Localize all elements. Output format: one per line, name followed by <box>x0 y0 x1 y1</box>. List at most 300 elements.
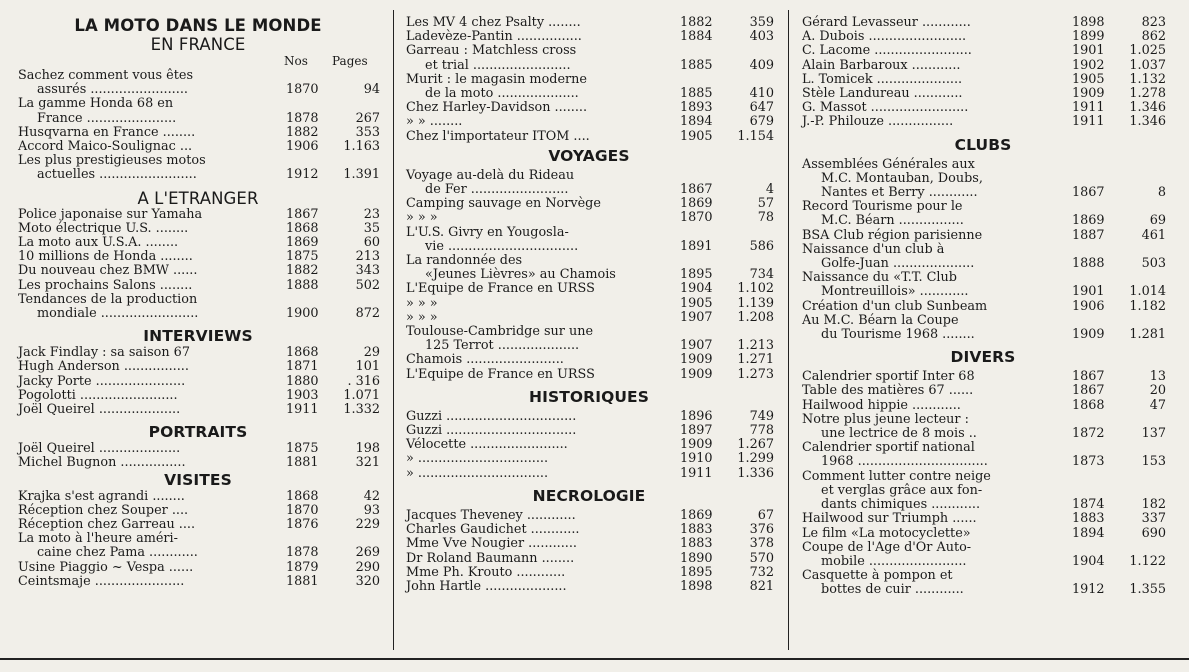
header-pages: Pages <box>332 54 368 68</box>
section-heading-a-letranger: A L'ETRANGER <box>137 188 259 208</box>
entry-title <box>16 154 286 182</box>
entry-title-line: » » » <box>406 210 438 226</box>
index-entry <box>404 523 774 537</box>
entry-page-number: 343 <box>355 263 380 279</box>
entry-title <box>800 271 1072 299</box>
entry-title <box>16 346 286 360</box>
entry-issue-number: 1888 <box>286 277 319 293</box>
index-entry <box>16 518 380 532</box>
entry-title <box>404 523 680 537</box>
entry-title <box>800 243 1072 271</box>
entry-title-line: vie ................................ <box>425 238 579 254</box>
entry-title-line: caine chez Pama ............ <box>37 545 198 561</box>
entry-title-line: Usine Piaggio ~ Vespa ...... <box>18 559 194 575</box>
index-entry <box>800 115 1166 129</box>
entry-page-number: 821 <box>749 578 774 594</box>
entry-title-line: Guzzi ................................ <box>406 408 577 424</box>
entry-title <box>404 537 680 551</box>
entry-title <box>404 101 680 115</box>
entry-title-line: La moto aux U.S.A. ........ <box>18 235 179 251</box>
index-entry <box>800 300 1166 314</box>
entry-title <box>16 518 286 532</box>
entry-title <box>404 552 680 566</box>
entry-page-number: 823 <box>1141 15 1166 30</box>
index-entry <box>404 101 774 115</box>
entry-title-line: Table des matières 67 ...... <box>802 383 974 399</box>
entry-page-number: 229 <box>355 517 380 533</box>
index-entry <box>404 537 774 551</box>
entry-page-number: 403 <box>749 29 774 45</box>
entry-title <box>404 509 680 523</box>
entries-interviews <box>16 346 380 417</box>
entry-title <box>16 222 286 236</box>
index-entry <box>404 467 774 481</box>
index-entry <box>800 413 1166 441</box>
entry-title-line: Les prochains Salons ........ <box>18 277 193 293</box>
entry-page-number: 586 <box>749 238 774 254</box>
entry-page-number: 1.346 <box>1129 100 1166 116</box>
entry-title-line: Les plus prestigieuses motos <box>18 153 206 169</box>
entry-page-number: 461 <box>1141 227 1166 243</box>
entry-title-line: John Hartle .................... <box>406 578 567 594</box>
entry-title <box>800 73 1072 87</box>
entry-title-line: » » ........ <box>406 114 463 130</box>
entry-title <box>404 424 680 438</box>
entry-issue-number: 1868 <box>286 220 319 236</box>
entry-page-number: 410 <box>749 86 774 102</box>
section-heading-historiques: HISTORIQUES <box>529 387 649 406</box>
entry-title-line: France ...................... <box>37 110 177 126</box>
entry-title-line: 1968 ................................ <box>821 454 988 470</box>
entry-title <box>404 226 680 254</box>
entry-issue-number: 1868 <box>1072 397 1105 413</box>
entry-page-number: 47 <box>1149 397 1166 413</box>
entry-page-number: 153 <box>1141 454 1166 470</box>
entry-title <box>16 208 286 222</box>
index-entry <box>404 509 774 523</box>
entry-issue-number: 1905 <box>680 128 713 144</box>
index-entry <box>404 297 774 311</box>
entry-issue-number: 1878 <box>286 110 319 126</box>
index-entry <box>800 243 1166 271</box>
entry-title-line: Chamois ........................ <box>406 352 564 368</box>
entry-title-line: BSA Club région parisienne <box>802 227 983 243</box>
entry-title-line: Au M.C. Béarn la Coupe <box>802 312 959 328</box>
entry-title-line: Les MV 4 chez Psalty ........ <box>406 15 581 30</box>
entry-title-line: L'Equipe de France en URSS <box>406 366 595 382</box>
index-entry <box>16 442 380 456</box>
entry-title-line: Calendrier sportif national <box>802 440 975 456</box>
entry-issue-number: 1911 <box>1072 100 1105 116</box>
entry-issue-number: 1891 <box>680 238 713 254</box>
entry-issue-number: 1887 <box>1072 227 1105 243</box>
entry-page-number: 337 <box>1141 511 1166 527</box>
entry-title <box>16 375 286 389</box>
index-entry <box>16 69 380 97</box>
entries-en-france <box>16 69 380 183</box>
column-divider <box>788 10 789 650</box>
entry-issue-number: 1884 <box>680 29 713 45</box>
entry-title <box>16 360 286 374</box>
entry-page-number: 1.213 <box>737 338 774 354</box>
entry-issue-number: 1885 <box>680 86 713 102</box>
index-entry <box>16 456 380 470</box>
entry-page-number: 78 <box>757 210 774 226</box>
entry-issue-number: 1906 <box>286 139 319 155</box>
entry-title <box>404 16 680 30</box>
section-heading-en-france: EN FRANCE <box>150 35 246 54</box>
index-entry <box>800 470 1166 513</box>
entry-title-line: » » » <box>406 309 438 325</box>
entry-issue-number: 1879 <box>286 559 319 575</box>
index-entry <box>404 424 774 438</box>
column-divider <box>393 10 394 650</box>
entry-title-line: de la moto .................... <box>425 86 579 102</box>
entry-issue-number: 1899 <box>1072 29 1105 45</box>
index-entry <box>404 254 774 282</box>
entry-title-line: du Tourisme 1968 ........ <box>821 327 975 343</box>
entry-page-number: 101 <box>355 359 380 375</box>
index-entry <box>404 44 774 72</box>
entry-issue-number: 1907 <box>680 338 713 354</box>
entry-issue-number: 1868 <box>286 488 319 504</box>
index-entry <box>404 552 774 566</box>
entry-issue-number: 1869 <box>680 196 713 212</box>
entry-issue-number: 1880 <box>286 373 319 389</box>
entry-page-number: 778 <box>749 423 774 439</box>
index-entry <box>16 97 380 125</box>
entry-title-line: Golfe-Juan .................... <box>821 256 975 272</box>
entry-title <box>404 467 680 481</box>
index-entry <box>16 561 380 575</box>
entry-title <box>404 311 680 325</box>
entry-page-number: 13 <box>1149 369 1166 385</box>
entry-title-line: Ceintsmaje ...................... <box>18 573 185 589</box>
entry-title <box>404 282 680 296</box>
entry-title-line: 10 millions de Honda ........ <box>18 249 193 265</box>
index-entry <box>404 16 774 30</box>
entry-issue-number: 1883 <box>680 536 713 552</box>
entry-issue-number: 1890 <box>680 550 713 566</box>
entry-page-number: 503 <box>1141 256 1166 272</box>
entry-issue-number: 1909 <box>680 366 713 382</box>
entry-issue-number: 1871 <box>286 359 319 375</box>
entry-title <box>16 264 286 278</box>
entry-title-line: Police japonaise sur Yamaha <box>18 206 203 222</box>
index-entry <box>800 541 1166 569</box>
index-entry <box>16 293 380 321</box>
index-entry <box>404 282 774 296</box>
entry-title-line: Calendrier sportif Inter 68 <box>802 369 975 385</box>
entry-issue-number: 1881 <box>286 455 319 471</box>
index-entry <box>800 384 1166 398</box>
entry-title-line: » ................................ <box>406 465 549 481</box>
entry-title-line: Montreuillois» ............ <box>821 284 969 300</box>
entry-title <box>404 130 680 144</box>
index-entry <box>16 264 380 278</box>
entry-title <box>404 580 680 594</box>
entry-title <box>404 353 680 367</box>
index-entry <box>800 229 1166 243</box>
entry-title-line: Accord Maico-Soulignac ... <box>18 139 193 155</box>
entry-title-line: Hailwood sur Triumph ...... <box>802 511 977 527</box>
entry-page-number: 749 <box>749 408 774 424</box>
entry-title-line: Sachez comment vous êtes <box>18 68 194 83</box>
section-heading-necrologie: NECROLOGIE <box>532 486 646 505</box>
entry-title <box>16 293 286 321</box>
entry-title <box>800 87 1072 101</box>
entry-page-number: 409 <box>749 57 774 73</box>
entry-title <box>16 236 286 250</box>
entry-page-number: 213 <box>355 249 380 265</box>
index-entry <box>404 580 774 594</box>
entry-issue-number: 1872 <box>1072 426 1105 442</box>
entry-page-number: 1.071 <box>343 387 380 403</box>
entry-title <box>404 368 680 382</box>
entry-title <box>800 569 1072 597</box>
entry-title-line: Voyage au-delà du Rideau <box>406 167 575 183</box>
entry-issue-number: 1898 <box>680 578 713 594</box>
entry-title-line: Hugh Anderson ................ <box>18 359 189 375</box>
entry-issue-number: 1909 <box>1072 86 1105 102</box>
entry-issue-number: 1881 <box>286 573 319 589</box>
entry-title <box>16 403 286 417</box>
entry-page-number: 320 <box>355 573 380 589</box>
entry-page-number: 679 <box>749 114 774 130</box>
index-entry <box>16 532 380 560</box>
entry-title <box>404 73 680 101</box>
index-entry <box>16 126 380 140</box>
entry-title-line: » ................................ <box>406 451 549 467</box>
entry-title-line: mobile ........................ <box>821 553 967 569</box>
entry-title <box>404 254 680 282</box>
entry-issue-number: 1901 <box>1072 284 1105 300</box>
entry-issue-number: 1882 <box>286 263 319 279</box>
entry-title-line: et trial ........................ <box>425 57 571 73</box>
entry-page-number: . 316 <box>347 373 380 389</box>
entry-title <box>800 384 1072 398</box>
entry-title <box>800 200 1072 228</box>
entry-title-line: Guzzi ................................ <box>406 423 577 439</box>
index-entry <box>404 438 774 452</box>
entry-title-line: Murit : le magasin moderne <box>406 71 587 87</box>
entry-title-line: M.C. Montauban, Doubs, <box>821 170 983 186</box>
entry-title-line: Jack Findlay : sa saison 67 <box>18 345 190 361</box>
index-entry <box>404 410 774 424</box>
entry-page-number: 1.267 <box>737 437 774 453</box>
entry-title <box>800 115 1072 129</box>
entry-title-line: et verglas grâce aux fon- <box>821 482 983 498</box>
entry-title <box>404 44 680 72</box>
entry-title-line: Notre plus jeune lecteur : <box>802 411 969 427</box>
index-entry <box>404 566 774 580</box>
entry-title <box>16 532 286 560</box>
entry-issue-number: 1883 <box>1072 511 1105 527</box>
entries-visites <box>16 490 380 589</box>
entry-issue-number: 1878 <box>286 545 319 561</box>
index-entry <box>404 115 774 129</box>
index-entry <box>404 353 774 367</box>
entry-title <box>16 97 286 125</box>
entry-title-line: Ladevèze-Pantin ................ <box>406 29 582 45</box>
entry-issue-number: 1867 <box>286 206 319 222</box>
entry-issue-number: 1909 <box>1072 327 1105 343</box>
index-entry <box>800 527 1166 541</box>
entry-page-number: 1.163 <box>343 139 380 155</box>
entry-issue-number: 1912 <box>1072 582 1105 598</box>
entry-title-line: Jacques Theveney ............ <box>406 507 576 523</box>
entry-issue-number: 1910 <box>680 451 713 467</box>
entry-title <box>800 413 1072 441</box>
index-entry <box>404 325 774 353</box>
entry-issue-number: 1896 <box>680 408 713 424</box>
index-entry <box>16 222 380 236</box>
entries-visites-continued <box>404 16 774 144</box>
entries-a-letranger <box>16 208 380 322</box>
entry-page-number: 734 <box>749 267 774 283</box>
entry-page-number: 1.336 <box>737 465 774 481</box>
entry-title-line: La randonnée des <box>406 253 523 269</box>
column-2 <box>404 16 774 594</box>
entry-issue-number: 1870 <box>680 210 713 226</box>
entry-title-line: bottes de cuir ............ <box>821 582 964 598</box>
entry-page-number: 1.102 <box>737 281 774 297</box>
entry-title-line: Jacky Porte ...................... <box>18 373 186 389</box>
entry-title-line: A. Dubois ........................ <box>802 29 967 45</box>
entry-issue-number: 1868 <box>286 345 319 361</box>
entry-issue-number: 1870 <box>286 82 319 98</box>
entry-page-number: 1.025 <box>1129 43 1166 59</box>
entry-page-number: 1.037 <box>1129 57 1166 73</box>
entry-page-number: 4 <box>765 182 774 198</box>
index-entry <box>16 490 380 504</box>
index-entry <box>800 73 1166 87</box>
entry-title-line: Création d'un club Sunbeam <box>802 298 988 314</box>
index-entry <box>800 200 1166 228</box>
entry-page-number: 42 <box>363 488 380 504</box>
entry-title <box>404 566 680 580</box>
entry-title-line: Moto électrique U.S. ........ <box>18 220 189 236</box>
entry-title <box>16 279 286 293</box>
entry-page-number: 269 <box>355 545 380 561</box>
entry-title <box>800 527 1072 541</box>
entry-title-line: Krajka s'est agrandi ........ <box>18 488 185 504</box>
entry-issue-number: 1873 <box>1072 454 1105 470</box>
entry-page-number: 1.139 <box>737 295 774 311</box>
entry-title-line: La gamme Honda 68 en <box>18 96 174 112</box>
index-entry <box>800 512 1166 526</box>
entry-page-number: 1.273 <box>737 366 774 382</box>
entry-page-number: 1.391 <box>343 167 380 183</box>
index-title: LA MOTO DANS LE MONDE <box>74 16 322 35</box>
entry-page-number: 1.154 <box>737 128 774 144</box>
entry-page-number: 20 <box>1149 383 1166 399</box>
entry-page-number: 359 <box>749 15 774 30</box>
index-entry <box>404 197 774 211</box>
entry-title-line: Coupe de l'Age d'Or Auto- <box>802 539 972 555</box>
entry-issue-number: 1905 <box>1072 71 1105 87</box>
entry-title <box>800 59 1072 73</box>
entry-page-number: 35 <box>363 220 380 236</box>
entry-issue-number: 1867 <box>1072 383 1105 399</box>
entry-page-number: 376 <box>749 522 774 538</box>
entry-title-line: Camping sauvage en Norvège <box>406 196 601 212</box>
entry-title-line: 125 Terrot .................... <box>425 338 580 354</box>
entry-title <box>16 140 286 154</box>
entry-title-line: Gérard Levasseur ............ <box>802 15 971 30</box>
column-1 <box>16 16 380 589</box>
entries-divers <box>800 370 1166 597</box>
entry-issue-number: 1906 <box>1072 298 1105 314</box>
entry-title <box>404 30 680 44</box>
entry-issue-number: 1897 <box>680 423 713 439</box>
entry-title-line: Du nouveau chez BMW ...... <box>18 263 198 279</box>
entry-title-line: de Fer ........................ <box>425 182 569 198</box>
section-heading-clubs: CLUBS <box>954 135 1012 154</box>
entry-page-number: 872 <box>355 306 380 322</box>
entry-title <box>800 512 1072 526</box>
entry-page-number: 1.122 <box>1129 553 1166 569</box>
entry-title <box>800 399 1072 413</box>
index-entry <box>800 44 1166 58</box>
index-entry <box>16 504 380 518</box>
entry-title-line: Stèle Landureau ............ <box>802 86 963 102</box>
entry-issue-number: 1894 <box>680 114 713 130</box>
entry-title-line: Charles Gaudichet ............ <box>406 522 580 538</box>
index-entry <box>16 279 380 293</box>
entry-title <box>16 250 286 264</box>
entry-title-line: L. Tomicek ..................... <box>802 71 963 87</box>
entry-title-line: Joël Queirel .................... <box>18 402 181 418</box>
entry-page-number: 647 <box>749 100 774 116</box>
entry-page-number: 378 <box>749 536 774 552</box>
entries-portraits <box>16 442 380 470</box>
index-entry <box>404 130 774 144</box>
entry-title <box>16 490 286 504</box>
entry-page-number: 502 <box>355 277 380 293</box>
entry-title <box>800 370 1072 384</box>
entry-issue-number: 1888 <box>1072 256 1105 272</box>
entry-title <box>404 410 680 424</box>
index-entry <box>16 154 380 182</box>
entry-title-line: Réception chez Garreau .... <box>18 517 196 533</box>
entry-title-line: actuelles ........................ <box>37 167 197 183</box>
entry-title <box>800 314 1072 342</box>
entry-title-line: Tendances de la production <box>18 291 198 307</box>
entry-title-line: J.-P. Philouze ................ <box>802 114 954 130</box>
entry-title-line: M.C. Béarn ................ <box>821 213 964 229</box>
entry-page-number: 94 <box>363 82 380 98</box>
entry-page-number: 57 <box>757 196 774 212</box>
entry-issue-number: 1907 <box>680 309 713 325</box>
section-heading-voyages: VOYAGES <box>548 146 630 165</box>
entry-title-line: Réception chez Souper .... <box>18 502 189 518</box>
index-entry <box>800 158 1166 201</box>
entry-page-number: 267 <box>355 110 380 126</box>
entry-issue-number: 1912 <box>286 167 319 183</box>
index-entry <box>16 375 380 389</box>
entry-title-line: une lectrice de 8 mois .. <box>821 426 977 442</box>
entry-issue-number: 1909 <box>680 437 713 453</box>
index-entry <box>16 346 380 360</box>
entry-title <box>16 389 286 403</box>
entry-title <box>404 438 680 452</box>
entry-title <box>800 541 1072 569</box>
index-entry <box>404 226 774 254</box>
entry-title-line: Hailwood hippie ............ <box>802 397 961 413</box>
entry-issue-number: 1882 <box>680 15 713 30</box>
entry-title-line: Garreau : Matchless cross <box>406 43 577 59</box>
